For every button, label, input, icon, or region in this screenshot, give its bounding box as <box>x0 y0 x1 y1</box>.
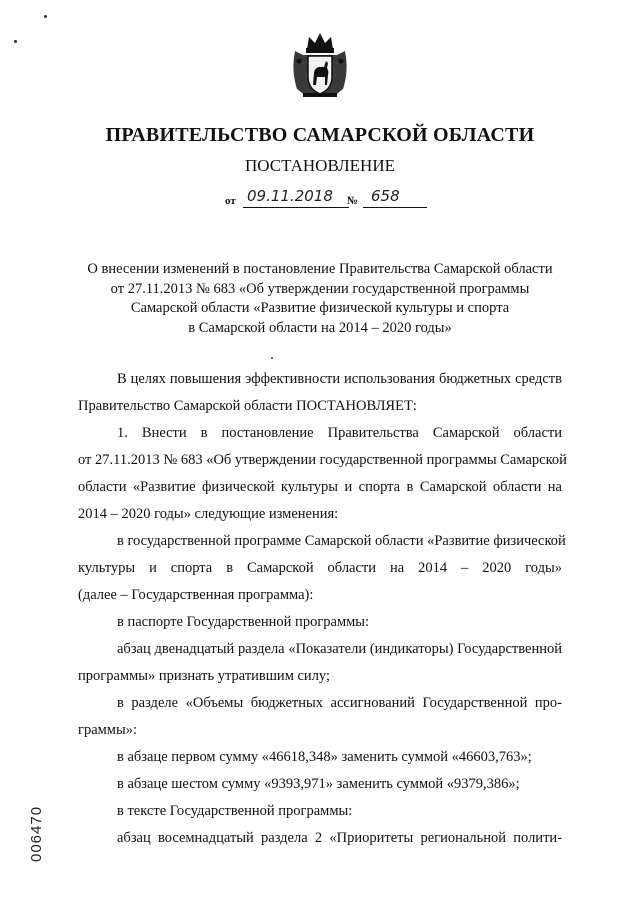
body-line: культуры и спорта в Самарской области на 2014 – 2020 годы» <box>78 560 562 576</box>
side-stamp-number: 006470 <box>28 805 45 862</box>
body-line: Правительство Самарской области ПОСТАНОВЛЯЕТ: <box>78 398 417 414</box>
subject-line: О внесении изменений в постановление Правительства Самарской области <box>87 261 553 277</box>
body-line: в государственной программе Самарской области «Развитие физической <box>117 533 566 549</box>
body-line: 1. Внести в постановление Правительства Самарской области <box>117 425 562 441</box>
document-subject <box>60 260 580 338</box>
document-type: ПОСТАНОВЛЕНИЕ <box>244 156 395 175</box>
body-line: (далее – Государственная программа): <box>78 587 314 603</box>
body-line: в разделе «Объемы бюджетных ассигнований Государственной про- <box>117 695 562 711</box>
body-line: в тексте Государственной программы: <box>117 803 353 819</box>
number-value: 658 <box>371 187 400 205</box>
body-line: в паспорте Государственной программы: <box>117 614 370 630</box>
body-line: области «Развитие физической культуры и спорта в Самарской области на <box>78 479 562 495</box>
subject-line: от 27.11.2013 № 683 «Об утверждении государственной программы <box>110 280 530 297</box>
subject-line: в Самарской области на 2014 – 2020 годы» <box>188 319 452 336</box>
number-underline <box>363 207 427 208</box>
speck <box>44 15 47 18</box>
body-line: абзац восемнадцатый раздела 2 «Приоритеты региональной полити- <box>117 830 562 846</box>
subject-line: Самарской области «Развитие физической культуры и спорта <box>130 300 510 316</box>
number-label: № <box>347 195 359 207</box>
body-line: в абзаце первом сумму «46618,348» заменить суммой «46603,763»; <box>117 749 532 765</box>
date-label: от <box>225 195 236 207</box>
coat-of-arms-emblem <box>289 31 351 103</box>
government-title: ПРАВИТЕЛЬСТВО САМАРСКОЙ ОБЛАСТИ <box>105 124 535 146</box>
body-line: в абзаце шестом сумму «9393,971» заменить суммой «9379,386»; <box>117 776 520 792</box>
speck <box>14 40 17 43</box>
body-line: от 27.11.2013 № 683 «Об утверждении государственной программы Самарской <box>78 452 567 468</box>
body-line: В целях повышения эффективности использования бюджетных средств <box>117 371 562 387</box>
body-line: программы» признать утратившим силу; <box>78 668 331 684</box>
speck <box>271 357 273 359</box>
date-underline <box>243 207 349 208</box>
body-line: 2014 – 2020 годы» следующие изменения: <box>78 506 339 522</box>
date-number-line <box>225 187 435 211</box>
body-line: абзац двенадцатый раздела «Показатели (индикаторы) Государственной <box>117 641 562 657</box>
body-line: граммы»: <box>78 722 138 738</box>
date-value: 09.11.2018 <box>247 187 333 205</box>
